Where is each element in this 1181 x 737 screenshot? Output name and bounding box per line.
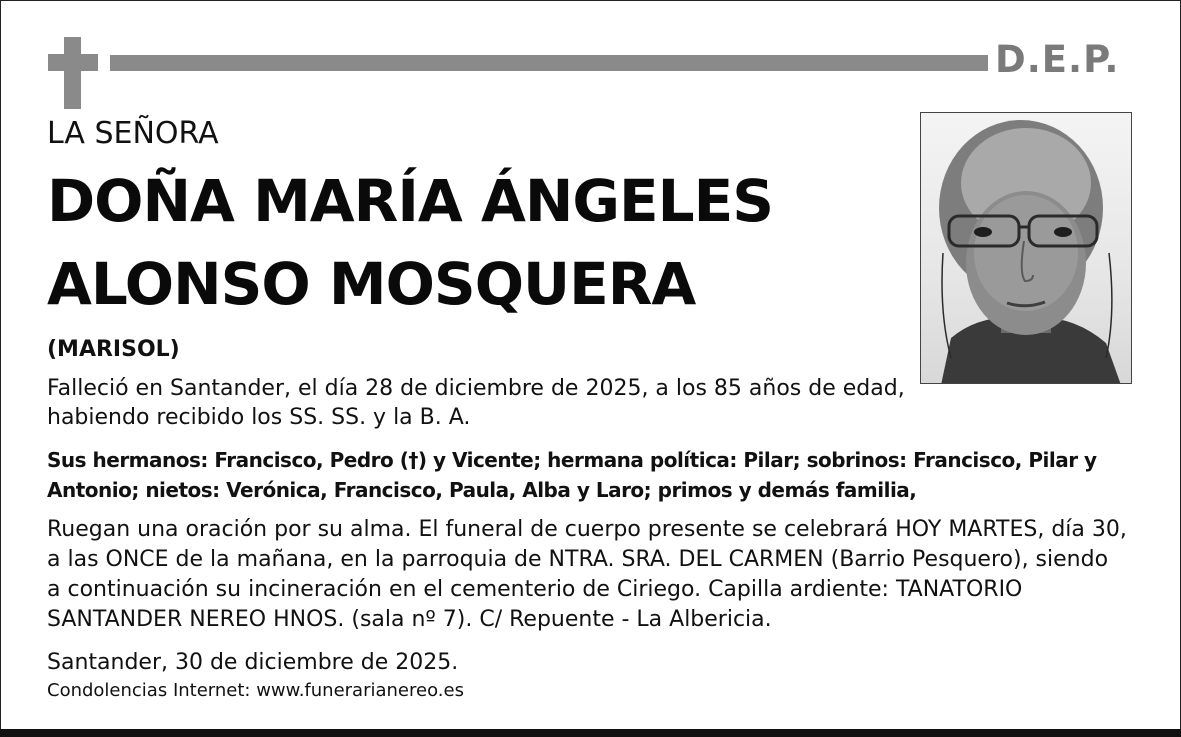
family-line: Antonio; nietos: Verónica, Francisco, Paula, Alba y Laro; primos y demás familia, xyxy=(47,478,917,502)
death-line: habiendo recibido los SS. SS. y la B. A. xyxy=(47,405,471,430)
death-paragraph xyxy=(47,374,905,432)
deceased-name-line1: DOÑA MARÍA ÁNGELES xyxy=(47,167,774,235)
funeral-line: a las ONCE de la mañana, en la parroquia de NTRA. SRA. DEL CARMEN (Barrio Pesquero), siendo xyxy=(47,547,1109,572)
deceased-name-line2: ALONSO MOSQUERA xyxy=(47,250,696,318)
bottom-rule xyxy=(0,729,1181,737)
portrait-illustration xyxy=(921,113,1132,384)
portrait-photo xyxy=(920,112,1132,384)
place-date: Santander, 30 de diciembre de 2025. xyxy=(47,650,459,675)
family-line: Sus hermanos: Francisco, Pedro (†) y Vicente; hermana política: Pilar; sobrinos: Francisco, Pilar y xyxy=(47,448,1097,472)
funeral-paragraph xyxy=(47,515,1127,635)
cross-icon xyxy=(64,37,81,109)
condolences-line: Condolencias Internet: www.funerarianereo.es xyxy=(47,680,464,701)
funeral-line: Ruegan una oración por su alma. El funeral de cuerpo presente se celebrará HOY MARTES, día 30, xyxy=(47,517,1127,542)
family-paragraph xyxy=(47,445,1097,505)
nickname: (MARISOL) xyxy=(47,337,180,362)
dep-label: D.E.P. xyxy=(995,38,1120,81)
intro-title: LA SEÑORA xyxy=(47,116,219,151)
funeral-line: SANTANDER NEREO HNOS. (sala nº 7). C/ Repuente - La Albericia. xyxy=(47,607,772,632)
death-line: Falleció en Santander, el día 28 de diciembre de 2025, a los 85 años de edad, xyxy=(47,376,905,401)
cross-icon-arm xyxy=(48,54,98,71)
header-rule xyxy=(110,55,988,71)
funeral-line: a continuación su incineración en el cementerio de Ciriego. Capilla ardiente: TANATORIO xyxy=(47,577,1023,602)
